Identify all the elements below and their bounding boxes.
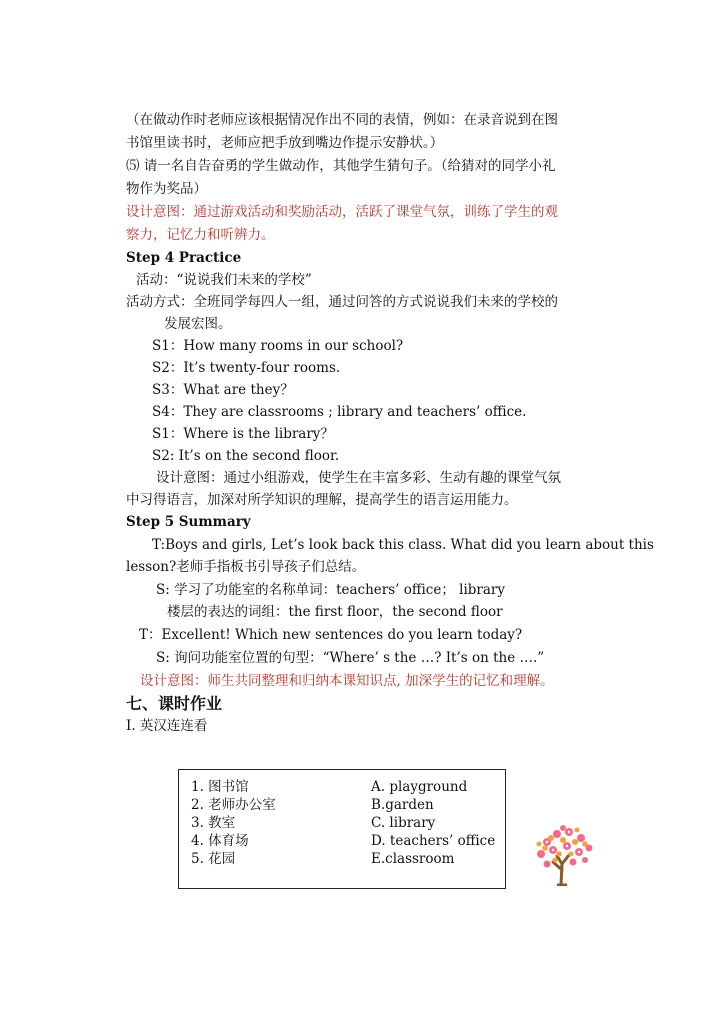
text-line: 活动方式：全班同学每四人一组，通过问答的方式说说我们未来的学校的 [126, 294, 558, 310]
text-line: S: 学习了功能室的名称单词：teachers’ office； library [156, 582, 505, 598]
blossom-tree-icon [527, 822, 601, 886]
text-line: T:Boys and girls, Let’s look back this class. What did you learn about this [152, 537, 654, 553]
exercise-title: Ⅰ. 英汉连连看 [126, 718, 208, 734]
match-right-item: E.classroom [371, 851, 455, 867]
dialogue-line: S1：Where is the library？ [152, 426, 334, 442]
text-line: T：Excellent! Which new sentences do you learn today? [139, 627, 523, 643]
dialogue-line: S1：How many rooms in our school? [152, 338, 404, 354]
text-line: 活动：“说说我们未来的学校” [136, 272, 312, 288]
text-line: ⑸ 请一名自告奋勇的学生做动作，其他学生猜句子。（给猜对的同学小礼 [126, 158, 556, 174]
match-left-item: 4. 体育场 [191, 833, 249, 849]
dialogue-line: S2: It’s on the second floor. [152, 448, 340, 464]
match-left-item: 5. 花园 [191, 851, 236, 867]
text-line: S: 询问功能室位置的句型：“Where’ s the …? It’s on the ….” [156, 650, 545, 666]
match-left-item: 3. 教室 [191, 815, 236, 831]
text-line: 设计意图：通过小组游戏，使学生在丰富多彩、生动有趣的课堂气氛 [156, 470, 561, 486]
match-right-item: C. library [371, 815, 436, 831]
match-right-item: A. playground [371, 779, 468, 795]
match-left-item: 1. 图书馆 [191, 779, 249, 795]
match-right-item: D. teachers’ office [371, 833, 496, 849]
text-line: （在做动作时老师应该根据情况作出不同的表情，例如：在录音说到在图 [126, 112, 558, 128]
text-line: 物作为奖品） [126, 181, 207, 197]
text-line: 楼层的表达的词组：the first floor，the second floor [167, 604, 503, 620]
design-intent-text: 察力，记忆力和听辨力。 [126, 227, 275, 243]
text-line: 中习得语言，加深对所学知识的理解，提高学生的语言运用能力。 [126, 492, 518, 508]
section-heading: Step 5 Summary [126, 514, 251, 530]
dialogue-line: S2：It’s twenty-four rooms. [152, 360, 341, 376]
design-intent-text: 设计意图：师生共同整理和归纳本课知识点, 加深学生的记忆和理解。 [140, 673, 554, 689]
section-heading: Step 4 Practice [126, 250, 242, 266]
text-line: 书馆里读书时，老师应把手放到嘴边作提示安静状。） [126, 135, 444, 151]
matching-exercise-box [178, 769, 506, 889]
dialogue-line: S3：What are they？ [152, 382, 294, 398]
design-intent-text: 设计意图：通过游戏活动和奖励活动，活跃了课堂气氛，训练了学生的观 [126, 204, 558, 220]
dialogue-line: S4：They are classrooms ; library and teachers’ office. [152, 404, 527, 420]
match-right-item: B.garden [371, 797, 434, 813]
text-line: 发展宏图。 [164, 316, 232, 332]
match-left-item: 2. 老师办公室 [191, 797, 276, 813]
section-title: 七、课时作业 [126, 694, 223, 713]
text-line: lesson?老师手指板书引导孩子们总结。 [126, 559, 366, 575]
